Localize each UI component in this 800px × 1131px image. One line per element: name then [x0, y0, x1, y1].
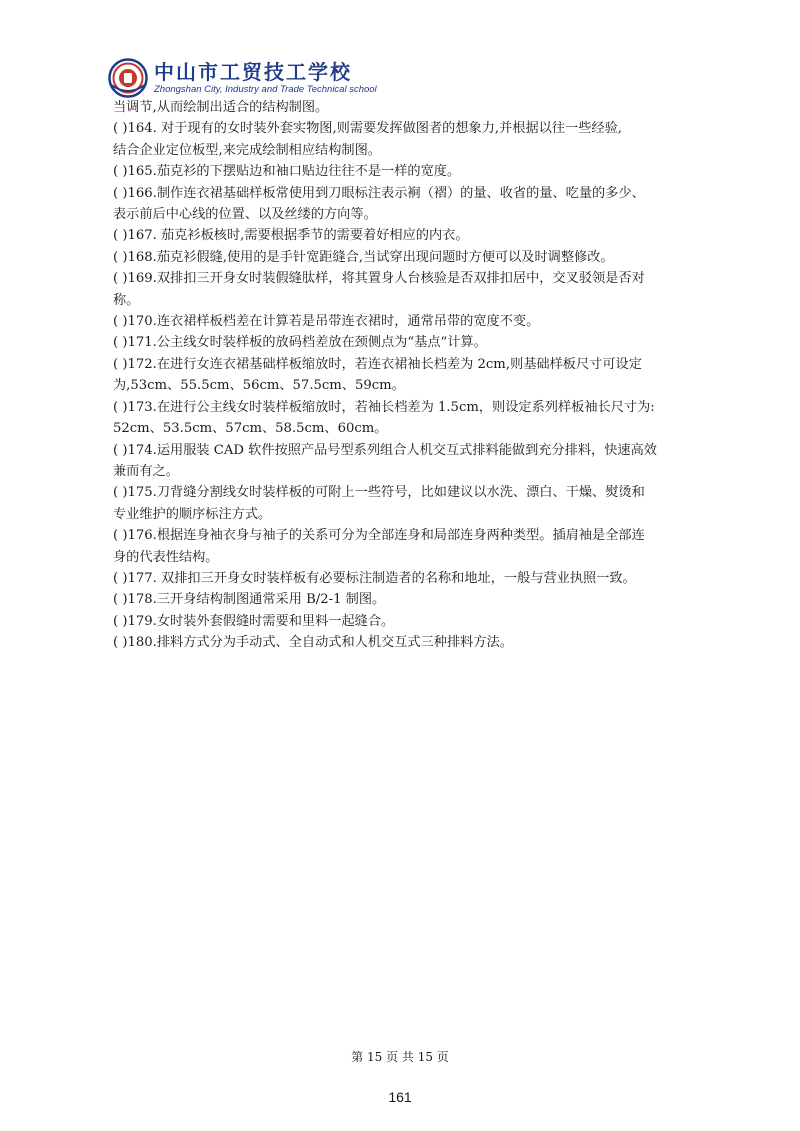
text-line: 当调节,从而绘制出适合的结构制图。	[113, 100, 329, 115]
question-list	[113, 97, 693, 654]
text-line: ( )168.茄克衫假缝,使用的是手针宽距缝合,当试穿出现问题时方便可以及时调整修改。	[113, 249, 614, 265]
page-indicator: 第 15 页 共 15 页	[351, 1050, 449, 1064]
school-brand	[154, 60, 377, 96]
school-name-cn: 中山市工贸技工学校	[154, 60, 352, 84]
text-line: ( )170.连衣裙样板档差在计算若是吊带连衣裙时，通常吊带的宽度不变。	[113, 314, 540, 330]
text-line: 身的代表性结构。	[113, 549, 219, 565]
text-line: ( )172.在进行女连衣裙基础样板缩放时，若连衣裙袖长档差为 2cm,则基础样板尺寸可设定	[113, 356, 642, 372]
text-line: ( )178.三开身结构制图通常采用 B/2-1 制图。	[113, 592, 386, 608]
text-line: 52cm、53.5cm、57cm、58.5cm、60cm。	[113, 421, 388, 437]
text-line: ( )173.在进行公主线女时装样板缩放时，若袖长档差为 1.5cm，则设定系列样板袖长尺寸为:	[113, 399, 655, 415]
text-line: ( )171.公主线女时装样板的放码档差放在颈侧点为“基点”计算。	[113, 335, 487, 351]
text-line: ( )166.制作连衣裙基础样板常使用到刀眼标注表示裥（褶）的量、收省的量、吃量的多少、	[113, 185, 645, 201]
school-name-en: Zhongshan City, Industry and Trade Technical school	[154, 84, 377, 95]
text-line: ( )164. 对于现有的女时装外套实物图,则需要发挥做图者的想象力,并根据以往一些经验,	[113, 121, 622, 137]
text-line: ( )177. 双排扣三开身女时装样板有必要标注制造者的名称和地址，一般与营业执照一致。	[113, 570, 636, 586]
page-number: 161	[388, 1089, 412, 1105]
text-line: ( )169.双排扣三开身女时装假缝肽样，将其置身人台核验是否双排扣居中，交叉驳领是否对	[113, 271, 645, 287]
text-line: 为,53cm、55.5cm、56cm、57.5cm、59cm。	[113, 378, 405, 394]
text-line: 专业维护的顺序标注方式。	[113, 506, 272, 522]
school-seal-icon	[108, 58, 148, 98]
document-header	[108, 56, 377, 100]
text-line: 结合企业定位板型,来完成绘制相应结构制图。	[113, 142, 381, 158]
text-line: 称。	[113, 292, 140, 308]
text-line: 表示前后中心线的位置、以及丝缕的方向等。	[113, 207, 377, 223]
text-line: ( )174.运用服装 CAD 软件按照产品号型系列组合人机交互式排料能做到充分排料，快速高效	[113, 442, 657, 458]
text-line: ( )165.茄克衫的下摆贴边和袖口贴边往往不是一样的宽度。	[113, 164, 461, 180]
text-line: ( )179.女时装外套假缝时需要和里料一起缝合。	[113, 613, 395, 629]
text-line: ( )176.根据连身袖衣身与袖子的关系可分为全部连身和局部连身两种类型。插肩袖是全部连	[113, 528, 645, 544]
text-line: ( )167. 茄克衫板核时,需要根据季节的需要着好相应的内衣。	[113, 228, 469, 244]
text-line: ( )180.排料方式分为手动式、全自动式和人机交互式三种排料方法。	[113, 635, 513, 651]
text-line: 兼而有之。	[113, 463, 179, 479]
text-line: ( )175.刀背缝分割线女时装样板的可附上一些符号，比如建议以水洗、漂白、干燥、熨烫和	[113, 485, 645, 501]
